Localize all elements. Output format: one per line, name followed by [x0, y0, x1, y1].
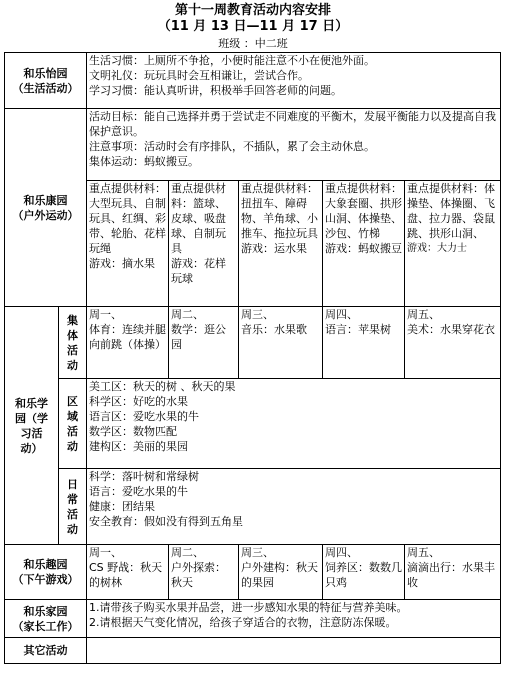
daily-item: 语言：爱吃水果的牛 — [89, 485, 188, 498]
outdoor-label: 和乐康园 （户外运动） — [5, 109, 87, 307]
life-label: 和乐怡园 （生活活动） — [5, 53, 87, 109]
fun-label: 和乐趣园 （下午游戏） — [5, 545, 87, 600]
area-activity-content — [87, 379, 501, 469]
home-item: 2.请根据天气变化情况，给孩子穿适合的衣物，注意防冻保暖。 — [89, 616, 397, 629]
other-label: 其它活动 — [5, 638, 87, 664]
date-range: （11 月 13 日—11 月 17 日） — [157, 19, 349, 34]
area-item: 美工区：秋天的树 、秋天的果 — [89, 380, 236, 393]
outdoor-material: 重点提供材料：大型玩具、自制玩具、红绸、彩带、轮胎、花样玩绳 游戏：摘水果 — [87, 181, 169, 307]
home-row — [5, 600, 501, 638]
life-item: 生活习惯：上厕所不争抢，小便时能注意不小在便池外面。 — [89, 54, 375, 67]
area-activity-label: 区 域 活 动 — [59, 379, 87, 469]
group-day-cell: 周五、 美术：水果穿花衣 — [405, 307, 501, 379]
other-row — [5, 638, 501, 664]
daily-item: 科学：落叶树和常绿树 — [89, 470, 199, 483]
group-day-cell: 周四、 语言：苹果树 — [323, 307, 405, 379]
fun-day-cell: 周二、 户外探索：秋天 — [169, 545, 239, 600]
page-title — [0, 3, 506, 35]
outdoor-material: 重点提供材料：大象套圈、拱形山洞、体操垫、沙包、竹梯 游戏：蚂蚁搬豆 — [323, 181, 405, 307]
class-label: 班级 ：中二班 — [218, 37, 288, 50]
study-area-row — [5, 379, 501, 469]
outdoor-row — [5, 109, 501, 181]
group-day-cell: 周三、 音乐：水果歌 — [239, 307, 323, 379]
daily-activity-content — [87, 469, 501, 545]
fun-row — [5, 545, 501, 600]
title-text: 第十一周教育活动内容安排 — [174, 3, 331, 18]
study-group-row — [5, 307, 501, 379]
daily-item: 安全教育：假如没有得到五角星 — [89, 515, 243, 528]
study-daily-row — [5, 469, 501, 545]
schedule-table — [4, 52, 501, 664]
home-content — [87, 600, 501, 638]
home-label: 和乐家园 （家长工作） — [5, 600, 87, 638]
fun-day-cell: 周五、 滴滴出行：水果丰收 — [405, 545, 501, 600]
group-activity-label: 集 体 活 动 — [59, 307, 87, 379]
group-day-cell: 周二、 数学：逛公园 — [169, 307, 239, 379]
area-item: 建构区：美丽的果园 — [89, 440, 188, 453]
outdoor-material: 重点提供材料：篮球、皮球、吸盘球、自制玩具 游戏：花样玩球 — [169, 181, 239, 307]
area-item: 科学区：好吃的水果 — [89, 395, 188, 408]
area-item: 语言区：爱吃水果的牛 — [89, 410, 199, 423]
life-item: 文明礼仪：玩玩具时会互相谦让，尝试合作。 — [89, 69, 309, 82]
daily-item: 健康：团结果 — [89, 500, 155, 513]
fun-day-cell: 周三、 户外建构：秋天的果园 — [239, 545, 323, 600]
daily-activity-label: 日 常 活 动 — [59, 469, 87, 545]
outdoor-goal: 活动目标：能自己选择并勇于尝试走不同难度的平衡木，发展平衡能力以及提高自我保护意识。 注意事项：活动时会有序排队，不插队，累了会主动休息。 集体运动：蚂蚁搬豆。 — [87, 109, 501, 181]
outdoor-material: 重点提供材料：体操垫、体操圈、飞盘、拉力器、袋鼠跳、拱形山洞、 游戏：大力士 — [405, 181, 501, 307]
area-item: 数学区：数物匹配 — [89, 425, 177, 438]
group-day-cell: 周一、 体育：连续并腿向前跳（体操） — [87, 307, 169, 379]
life-row — [5, 53, 501, 109]
other-content — [87, 638, 501, 664]
home-item: 1.请带孩子购买水果并品尝，进一步感知水果的特征与营养美味。 — [89, 601, 408, 614]
study-label: 和乐学 园（学 习活 动） — [5, 307, 59, 545]
life-content — [87, 53, 501, 109]
outdoor-material: 重点提供材料：扭扭车、障碍物、羊角球、小推车、拖拉玩具 游戏：运水果 — [239, 181, 323, 307]
fun-day-cell: 周四、 饲养区：数数几只鸡 — [323, 545, 405, 600]
fun-day-cell: 周一、 CS 野战：秋天的树林 — [87, 545, 169, 600]
life-item: 学习习惯：能认真听讲，积极举手回答老师的问题。 — [89, 84, 342, 97]
